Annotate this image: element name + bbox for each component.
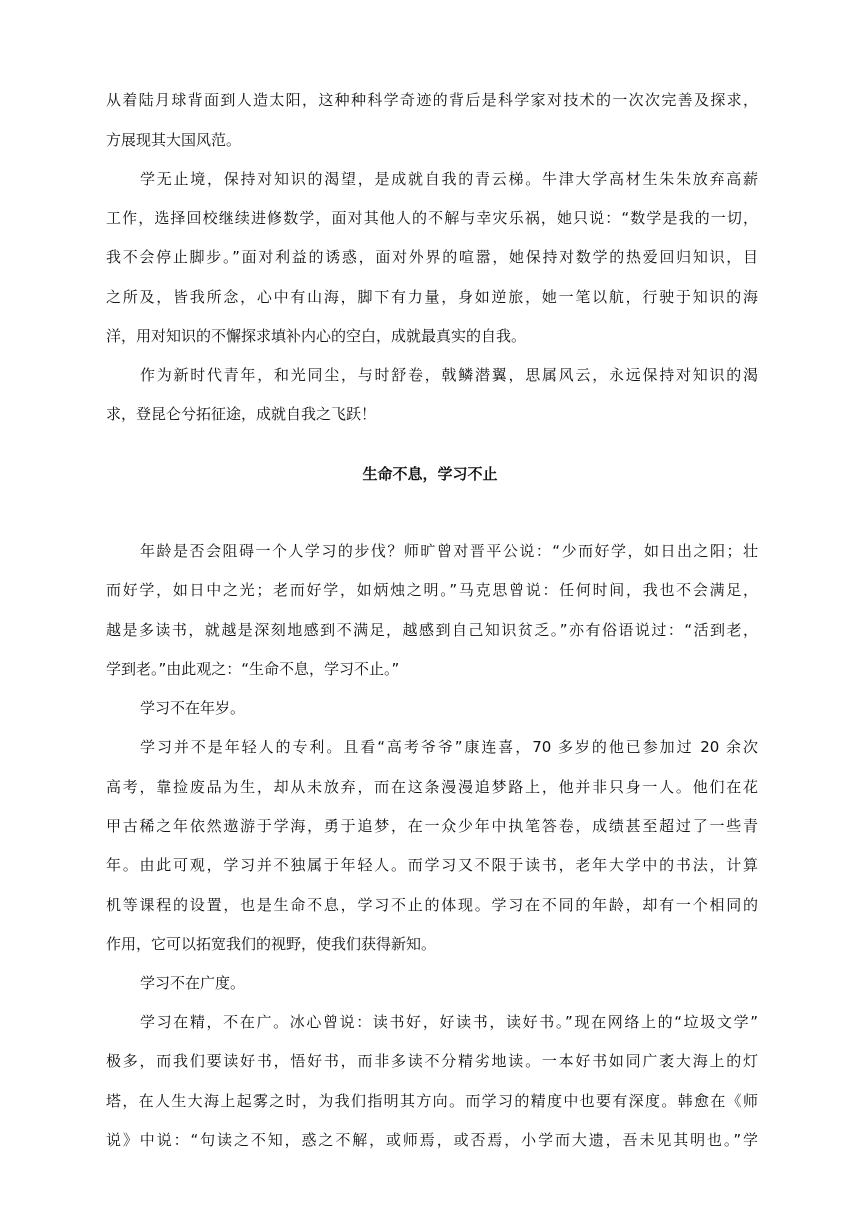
- paragraph-line: 求，登昆仑兮拓征途，成就自我之飞跃！: [106, 405, 377, 423]
- paragraph-line: 甲古稀之年依然遨游于学海，勇于追梦，在一众少年中执笔答卷，成绩甚至超过了一些青: [106, 817, 758, 835]
- paragraph-line: 越是多读书，就越是深刻地感到不满足，越感到自己知识贫乏。”亦有俗语说过：“活到老，: [106, 621, 758, 639]
- paragraph-line: 学习在精，不在广。冰心曾说：读书好，好读书，读好书。”现在网络上的“垃圾文学”: [140, 1013, 758, 1031]
- paragraph-line: 学习并不是年轻人的专利。且看“高考爷爷”康连喜，70 多岁的他已参加过 20 余次: [140, 738, 758, 756]
- paragraph-line: 而好学，如日中之光；老而好学，如炳烛之明。”马克思曾说：任何时间，我也不会满足，: [106, 581, 758, 599]
- paragraph-line: 年龄是否会阻碍一个人学习的步伐？师旷曾对晋平公说：“少而好学，如日出之阳；壮: [140, 542, 758, 560]
- paragraph-line: 洋，用对知识的不懈探求填补内心的空白，成就最真实的自我。: [106, 327, 527, 345]
- essay-title: 生命不息，学习不止: [362, 465, 498, 483]
- paragraph-line: 学习不在年岁。: [140, 699, 246, 717]
- paragraph-line: 我不会停止脚步。”面对利益的诱惑，面对外界的喧嚣，她保持对数学的热爱回归知识，目: [106, 248, 758, 266]
- paragraph-line: 学无止境，保持对知识的渴望，是成就自我的青云梯。牛津大学高材生朱朱放弃高薪: [140, 170, 758, 188]
- paragraph-line: 高考，靠捡废品为生，却从未放弃，而在这条漫漫追梦路上，他并非只身一人。他们在花: [106, 778, 758, 796]
- paragraph-line: 机等课程的设置，也是生命不息，学习不止的体现。学习在不同的年龄，却有一个相同的: [106, 896, 758, 914]
- paragraph-line: 学到老。”由此观之：“生命不息，学习不止。”: [106, 660, 400, 678]
- paragraph-line: 塔，在人生大海上起雾之时，为我们指明其方向。而学习的精度中也要有深度。韩愈在《师: [106, 1092, 758, 1110]
- paragraph-line: 学习不在广度。: [140, 974, 246, 992]
- paragraph-line: 工作，选择回校继续进修数学，面对其他人的不解与幸灾乐祸，她只说：“数学是我的一切，: [106, 209, 758, 227]
- paragraph-line: 之所及，皆我所念，心中有山海，脚下有力量，身如逆旅，她一笔以航，行驶于知识的海: [106, 288, 758, 306]
- paragraph-line: 从着陆月球背面到人造太阳，这种种科学奇迹的背后是科学家对技术的一次次完善及探求，: [106, 91, 758, 109]
- paragraph-line: 作用，它可以拓宽我们的视野，使我们获得新知。: [106, 935, 437, 953]
- paragraph-line: 年。由此可观，学习并不独属于年轻人。而学习又不限于读书，老年大学中的书法，计算: [106, 856, 758, 874]
- paragraph-line: 作为新时代青年，和光同尘，与时舒卷，戟鳞潜翼，思属风云，永远保持对知识的渴: [140, 366, 758, 384]
- paragraph-line: 说》中说：“句读之不知，惑之不解，或师焉，或否焉，小学而大遗，吾未见其明也。”学: [106, 1131, 758, 1149]
- paragraph-line: 极多，而我们要读好书，悟好书，而非多读不分精劣地读。一本好书如同广袤大海上的灯: [106, 1052, 758, 1070]
- paragraph-line: 方展现其大国风范。: [106, 131, 242, 149]
